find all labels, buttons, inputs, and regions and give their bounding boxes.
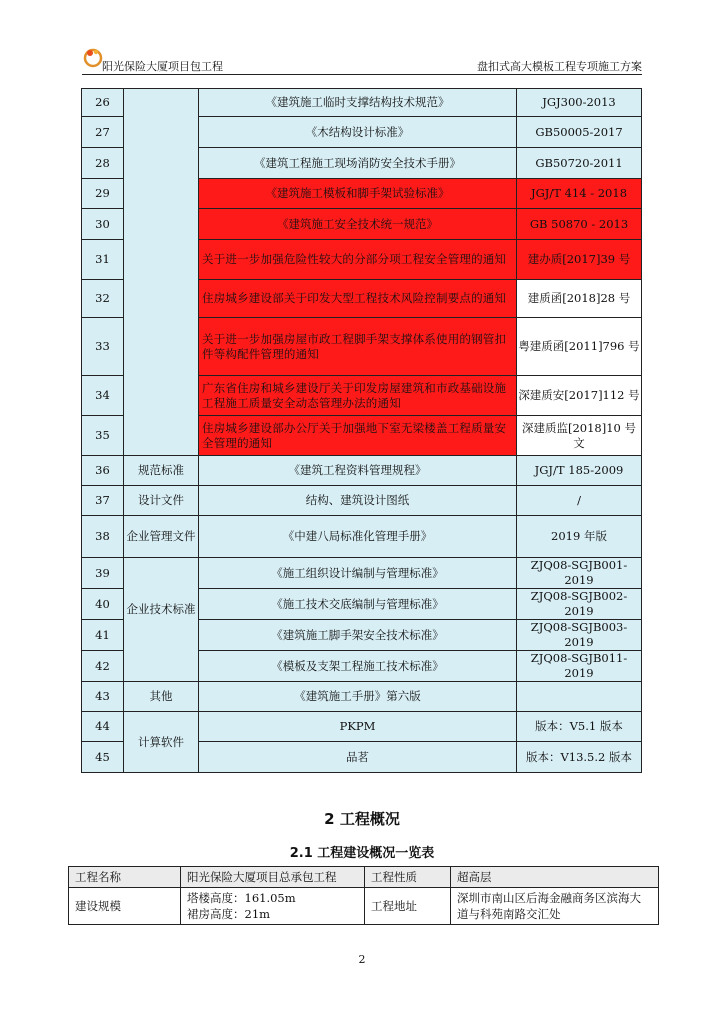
document-title: 住房城乡建设部关于印发大型工程技术风险控制要点的通知	[199, 280, 517, 318]
document-code: GB 50870 - 2013	[517, 209, 642, 240]
page-header	[82, 52, 642, 75]
header-project-name: 阳光保险大厦项目包工程	[102, 60, 223, 73]
document-code: 版本：V5.1 版本	[517, 712, 642, 742]
document-title: 《建筑施工临时支撑结构技术规范》	[199, 89, 517, 117]
row-number: 35	[82, 416, 124, 456]
document-title: 关于进一步加强房屋市政工程脚手架支撑体系使用的钢管扣件等构配件管理的通知	[199, 318, 517, 376]
row-number: 37	[82, 486, 124, 516]
subsection-heading: 2.1 工程建设概况一览表	[289, 846, 435, 861]
row-number: 28	[82, 148, 124, 179]
row-number: 44	[82, 712, 124, 742]
document-code: JGJ300-2013	[517, 89, 642, 117]
table-row	[82, 682, 642, 712]
document-code	[517, 682, 642, 712]
podium-height: 裙房高度：21m	[187, 907, 271, 921]
row-number: 34	[82, 376, 124, 416]
overview-label: 工程性质	[365, 867, 451, 888]
document-code: JGJ/T 414 - 2018	[517, 179, 642, 209]
document-title: 《建筑施工安全技术统一规范》	[199, 209, 517, 240]
document-code: /	[517, 486, 642, 516]
table-row	[82, 89, 642, 117]
document-code: 粤建质函[2011]796 号	[517, 318, 642, 376]
table-row	[69, 867, 659, 888]
document-title: 广东省住房和城乡建设厅关于印发房屋建筑和市政基础设施工程施工质量安全动态管理办法的通知	[199, 376, 517, 416]
category-cell: 规范标准	[124, 456, 199, 486]
regulations-table	[81, 88, 642, 773]
row-number: 33	[82, 318, 124, 376]
category-cell: 企业管理文件	[124, 516, 199, 558]
document-title: 《施工技术交底编制与管理标准》	[199, 589, 517, 620]
document-code: ZJQ08-SGJB003-2019	[517, 620, 642, 651]
document-title: 《建筑施工手册》第六版	[199, 682, 517, 712]
row-number: 26	[82, 89, 124, 117]
document-code: ZJQ08-SGJB002-2019	[517, 589, 642, 620]
table-row	[82, 558, 642, 589]
overview-value: 深圳市南山区后海金融商务区滨海大道与科苑南路交汇处	[451, 888, 659, 925]
row-number: 30	[82, 209, 124, 240]
page-number: 2	[358, 953, 366, 966]
document-title: 《木结构设计标准》	[199, 117, 517, 148]
document-title: 《施工组织设计编制与管理标准》	[199, 558, 517, 589]
document-title: 品茗	[199, 742, 517, 773]
document-title: PKPM	[199, 712, 517, 742]
document-code: 建办质[2017]39 号	[517, 240, 642, 280]
overview-value	[181, 888, 365, 925]
document-code: GB50720-2011	[517, 148, 642, 179]
company-logo-icon	[82, 46, 104, 68]
overview-label: 建设规模	[69, 888, 181, 925]
table-row	[82, 516, 642, 558]
row-number: 32	[82, 280, 124, 318]
document-title: 《建筑施工模板和脚手架试验标准》	[199, 179, 517, 209]
document-code: ZJQ08-SGJB001-2019	[517, 558, 642, 589]
row-number: 29	[82, 179, 124, 209]
category-cell: 设计文件	[124, 486, 199, 516]
row-number: 40	[82, 589, 124, 620]
row-number: 42	[82, 651, 124, 682]
overview-value: 超高层	[451, 867, 659, 888]
table-row	[69, 888, 659, 925]
row-number: 45	[82, 742, 124, 773]
table-row	[82, 456, 642, 486]
document-title: 《建筑工程施工现场消防安全技术手册》	[199, 148, 517, 179]
row-number: 31	[82, 240, 124, 280]
document-title: 《模板及支架工程施工技术标准》	[199, 651, 517, 682]
category-cell: 计算软件	[124, 712, 199, 773]
row-number: 38	[82, 516, 124, 558]
document-title: 住房城乡建设部办公厅关于加强地下室无梁楼盖工程质量安全管理的通知	[199, 416, 517, 456]
header-document-title: 盘扣式高大模板工程专项施工方案	[477, 60, 642, 73]
row-number: 27	[82, 117, 124, 148]
row-number: 43	[82, 682, 124, 712]
document-code: GB50005-2017	[517, 117, 642, 148]
document-code: 建质函[2018]28 号	[517, 280, 642, 318]
document-code: 深建质安[2017]112 号	[517, 376, 642, 416]
document-title: 《中建八局标准化管理手册》	[199, 516, 517, 558]
category-cell: 其他	[124, 682, 199, 712]
document-code: 版本：V13.5.2 版本	[517, 742, 642, 773]
document-code: 深建质监[2018]10 号文	[517, 416, 642, 456]
row-number: 39	[82, 558, 124, 589]
overview-value: 阳光保险大厦项目总承包工程	[181, 867, 365, 888]
section-heading: 2 工程概况	[324, 810, 400, 828]
row-number: 41	[82, 620, 124, 651]
table-row	[82, 712, 642, 742]
category-cell	[124, 89, 199, 456]
category-cell: 企业技术标准	[124, 558, 199, 682]
document-code: ZJQ08-SGJB011-2019	[517, 651, 642, 682]
document-title: 《建筑工程资料管理规程》	[199, 456, 517, 486]
project-overview-table	[68, 866, 659, 925]
table-row	[82, 486, 642, 516]
row-number: 36	[82, 456, 124, 486]
document-title: 结构、建筑设计图纸	[199, 486, 517, 516]
overview-label: 工程地址	[365, 888, 451, 925]
document-code: JGJ/T 185-2009	[517, 456, 642, 486]
tower-height: 塔楼高度：161.05m	[187, 891, 296, 905]
document-title: 关于进一步加强危险性较大的分部分项工程安全管理的通知	[199, 240, 517, 280]
document-title: 《建筑施工脚手架安全技术标准》	[199, 620, 517, 651]
overview-label: 工程名称	[69, 867, 181, 888]
document-code: 2019 年版	[517, 516, 642, 558]
